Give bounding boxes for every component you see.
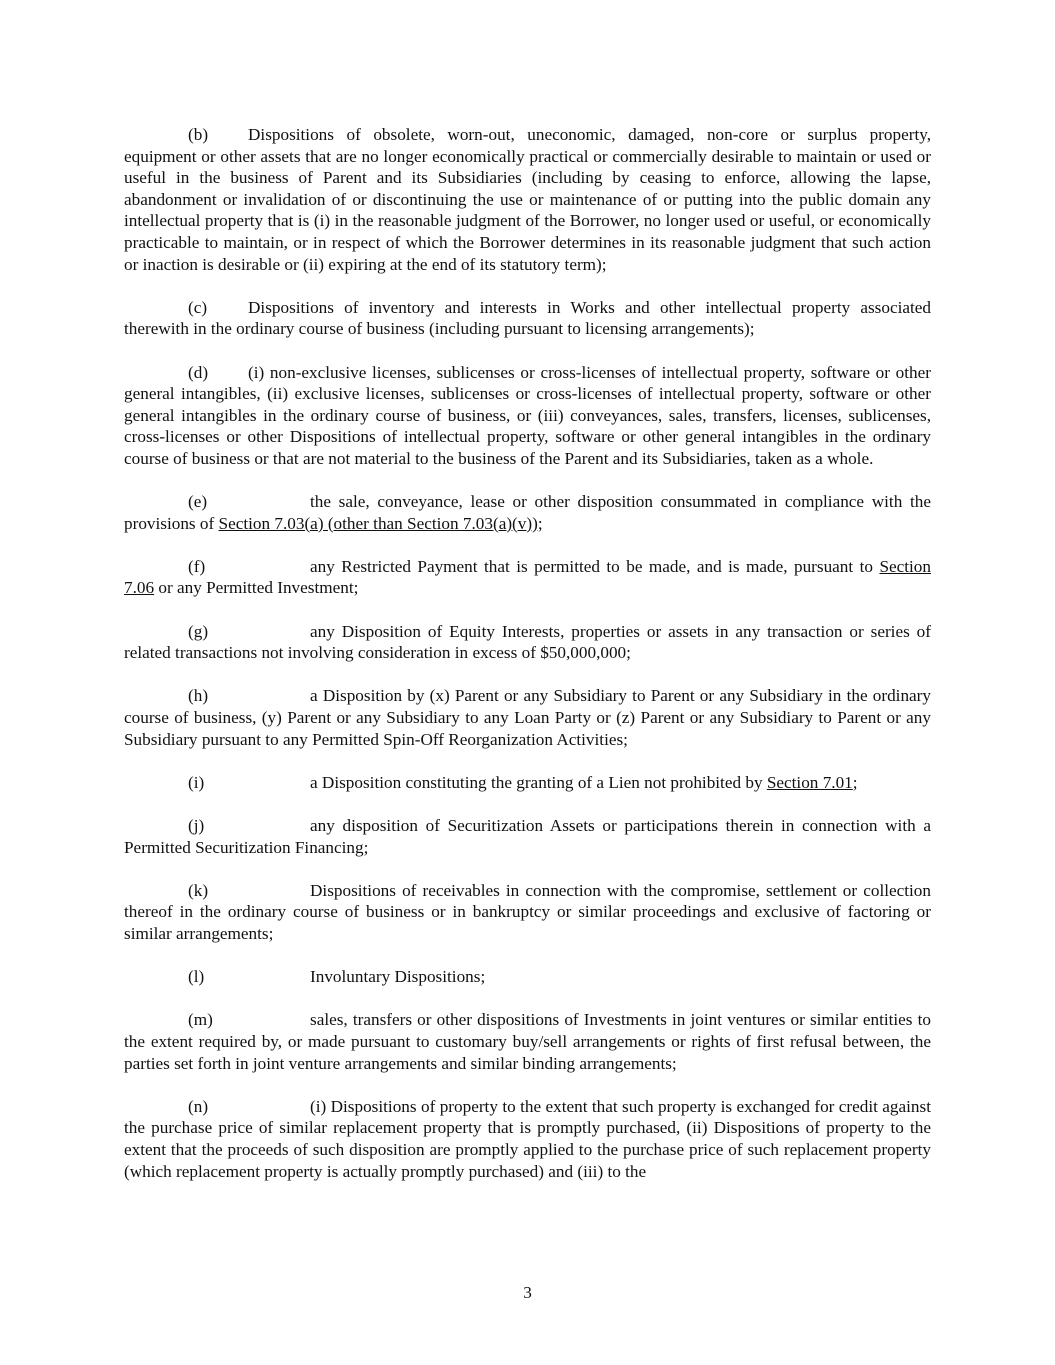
section-reference-link: Section 7.06 [124, 556, 931, 598]
clause-label: (f) [188, 556, 206, 576]
clause-g [124, 621, 931, 664]
clause-text: a Disposition constituting the granting of a Lien not prohibited by [310, 772, 767, 792]
clause-label: (m) [188, 1010, 213, 1030]
clause-label: (n) [188, 1096, 209, 1116]
section-reference-link: Section 7.03(a) (other than Section 7.03(a)(v)) [218, 513, 538, 533]
clause-label: (h) [188, 686, 209, 706]
clause-label: (e) [188, 492, 208, 512]
clause-text: Dispositions of inventory and interests in Works and other intellectual property associated therewith in the ordinary course of business (including pursuant to licensing arrangements); [124, 297, 931, 339]
document-page [124, 124, 931, 1204]
clause-text: sales, transfers or other dispositions of Investments in joint ventures or similar entities to the extent required by, or made pursuant to customary buy/sell arrangements or rights of first refusal between, the parties set forth in joint venture arrangements and similar binding arrangements; [124, 1010, 931, 1073]
clause-text-end: ; [852, 772, 858, 792]
clause-n [124, 1096, 931, 1182]
clause-f [124, 556, 931, 599]
clause-b [124, 124, 931, 275]
clause-h [124, 685, 931, 750]
clause-label: (j) [188, 816, 205, 835]
clause-text: Dispositions of receivables in connection with the compromise, settlement or collection thereof in the ordinary course of business or in bankruptcy or similar proceedings and exclusive of factoring or similar arrangements; [124, 880, 931, 943]
clause-text: any Restricted Payment that is permitted to be made, and is made, pursuant to [310, 556, 880, 576]
clause-k [124, 880, 931, 945]
clause-c [124, 297, 931, 340]
clause-m [124, 1009, 931, 1074]
clause-text: a Disposition by (x) Parent or any Subsidiary to Parent or any Subsidiary in the ordinary course of business, (y) Parent or any Subsidiary to any Loan Party or (z) Parent or any Subsidiary to Parent or any Subsidiary pursuant to any Permitted Spin-Off Reorganization Activities; [124, 686, 931, 749]
clause-text: any Disposition of Equity Interests, properties or assets in any transaction or series of related transactions not involving consideration in excess of $50,000,000; [124, 621, 931, 663]
clause-text: (i) non-exclusive licenses, sublicenses or cross-licenses of intellectual property, software or other general intangibles, (ii) exclusive licenses, sublicenses or cross-licenses of intellectual property, software or other general intangibles in the ordinary course of business, or (iii) conveyances, sales, transfers, licenses, sublicenses, cross-licenses or other Dispositions of intellectual property, software or other general intangibles in the ordinary course of business or that are not material to the business of the Parent and its Subsidiaries, taken as a whole. [124, 362, 931, 468]
clause-label: (i) [188, 772, 205, 792]
clause-text-end: or any Permitted Investment; [154, 578, 359, 598]
clause-text: the sale, conveyance, lease or other disposition consummated in compliance with the provisions of [124, 492, 931, 533]
clause-text: Dispositions of obsolete, worn-out, uneconomic, damaged, non-core or surplus property, equipment or other assets that are no longer economically practical or commercially desirable to maintain or used or useful in the business of Parent and its Subsidiaries (including by ceasing to enforce, allowing the lapse, abandonment or invalidation of or discontinuing the use or maintenance of or putting into the public domain any intellectual property that is (i) in the reasonable judgment of the Borrower, no longer used or useful, or economically practicable to maintain, or in respect of which the Borrower determines in its reasonable judgment that such action or inaction is desirable or (ii) expiring at the end of its statutory term); [124, 125, 931, 274]
clause-text: any disposition of Securitization Assets or participations therein in connection with a Permitted Securitization Financing; [124, 816, 931, 857]
clause-label: (b) [188, 125, 209, 144]
clause-text-end: ; [537, 513, 543, 533]
clause-label: (g) [188, 621, 209, 641]
clause-l [124, 966, 931, 988]
clause-text: Involuntary Dispositions; [310, 967, 486, 987]
clause-i [124, 772, 931, 794]
clause-label: (d) [188, 362, 209, 382]
clause-label: (l) [188, 967, 205, 987]
page-number: 3 [523, 1283, 532, 1302]
clause-label: (k) [188, 880, 209, 900]
clause-j [124, 815, 931, 858]
clause-text: (i) Dispositions of property to the extent that such property is exchanged for credit against the purchase price of similar replacement property that is promptly purchased, (ii) Dispositions of property to the extent that the proceeds of such disposition are promptly applied to the purchase price of such replacement property (which replacement property is actually promptly purchased) and (iii) to the [124, 1096, 931, 1181]
clause-d [124, 362, 931, 470]
section-reference-link: Section 7.01 [766, 772, 853, 792]
clause-label: (c) [188, 297, 208, 317]
clause-e [124, 491, 931, 534]
